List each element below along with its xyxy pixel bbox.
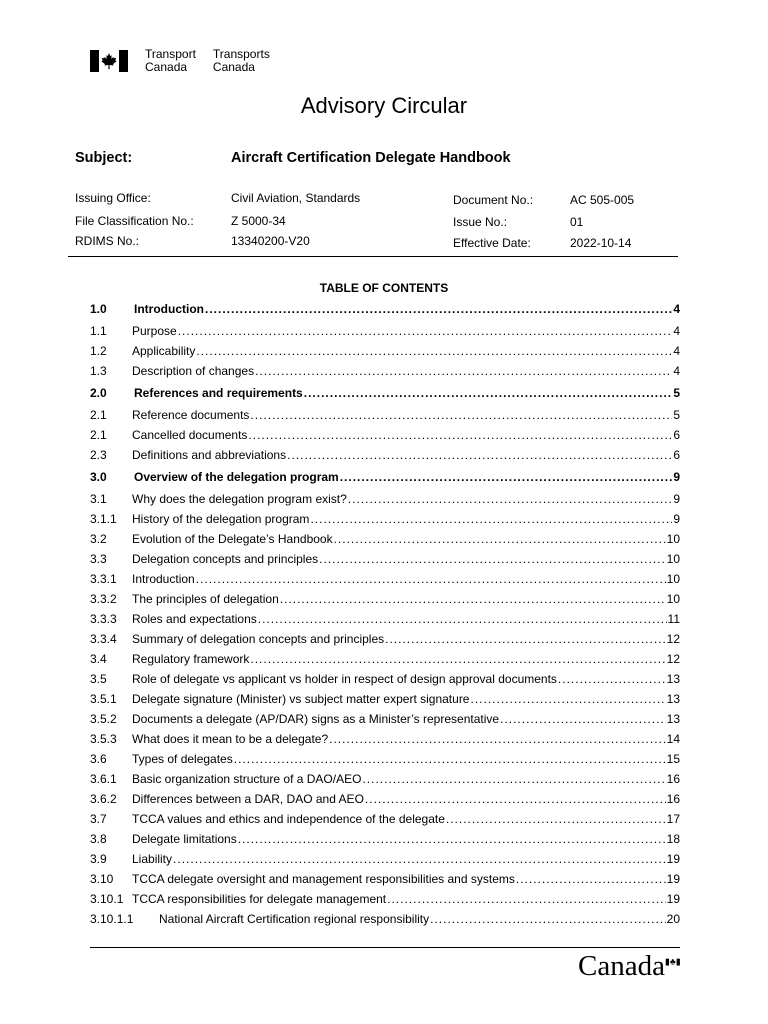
toc-entry-number: 1.2 <box>90 344 107 358</box>
department-name-en: Transport Canada <box>145 47 196 74</box>
toc-entry-title: History of the delegation program <box>132 512 310 526</box>
toc-entry-number: 1.0 <box>90 302 107 316</box>
department-name-fr: Transports Canada <box>212 47 270 74</box>
toc-entry-number: 2.3 <box>90 448 107 462</box>
toc-entry-number: 3.8 <box>90 832 107 846</box>
toc-leader-dots <box>250 652 665 666</box>
toc-entry-number: 3.5.3 <box>90 732 117 746</box>
toc-entry-number: 3.3.3 <box>90 612 117 626</box>
toc-leader-dots <box>178 324 673 338</box>
toc-entry-title: Basic organization structure of a DAO/AEO <box>132 772 362 786</box>
toc-entry[interactable] <box>90 532 680 546</box>
toc-entry-number: 2.1 <box>90 408 107 422</box>
toc-entry-number: 3.10.1.1 <box>90 912 134 926</box>
toc-entry-page: 19 <box>666 872 680 886</box>
toc-entry-title: Differences between a DAR, DAO and AEO <box>132 792 364 806</box>
toc-entry-page: 5 <box>673 408 680 422</box>
toc-entry-title: Evolution of the Delegate’s Handbook <box>132 532 333 546</box>
toc-entry-number: 1.3 <box>90 364 107 378</box>
toc-entry-number: 3.10.1 <box>90 892 124 906</box>
toc-entry-page: 13 <box>666 692 680 706</box>
toc-entry-title: Roles and expectations <box>132 612 257 626</box>
toc-leader-dots <box>430 912 666 926</box>
toc-entry-page: 12 <box>666 632 680 646</box>
toc-entry-number: 3.0 <box>90 470 107 484</box>
toc-entry-page: 17 <box>666 812 680 826</box>
toc-entry-title: Cancelled documents <box>132 428 248 442</box>
toc-entry-title: Applicability <box>132 344 196 358</box>
toc-entry-title: Overview of the delegation program <box>134 470 339 484</box>
toc-entry-title: What does it mean to be a delegate? <box>132 732 329 746</box>
toc-entry-number: 3.2 <box>90 532 107 546</box>
toc-leader-dots <box>334 532 666 546</box>
toc-leader-dots <box>329 732 666 746</box>
issue-no-label: Issue No.: <box>453 215 508 229</box>
file-classification-value: Z 5000-34 <box>231 214 286 228</box>
toc-entry-title: Regulatory framework <box>132 652 250 666</box>
toc-entry-number: 3.6.1 <box>90 772 117 786</box>
toc-entry-page: 4 <box>673 344 680 358</box>
toc-entry-title: Introduction <box>134 302 204 316</box>
toc-leader-dots <box>250 408 672 422</box>
toc-entry[interactable] <box>90 872 680 886</box>
toc-leader-dots <box>310 512 672 526</box>
toc-entry-page: 10 <box>666 532 680 546</box>
toc-entry-title: TCCA responsibilities for delegate management <box>132 892 387 906</box>
toc-entry[interactable] <box>90 772 680 786</box>
toc-entry[interactable] <box>90 852 680 866</box>
toc-entry-number: 3.3 <box>90 552 107 566</box>
toc-leader-dots <box>365 792 666 806</box>
toc-entry-title: National Aircraft Certification regional responsibility <box>159 912 430 926</box>
toc-entry-title: Why does the delegation program exist? <box>132 492 347 506</box>
toc-entry-title: The principles of delegation <box>132 592 279 606</box>
toc-entry-number: 3.1 <box>90 492 107 506</box>
toc-entry-number: 3.6 <box>90 752 107 766</box>
toc-entry-page: 10 <box>666 592 680 606</box>
toc-entry-title: Role of delegate vs applicant vs holder in respect of design approval documents <box>132 672 557 686</box>
toc-entry-number: 3.9 <box>90 852 107 866</box>
toc-entry[interactable] <box>90 572 680 586</box>
toc-entry[interactable] <box>90 752 680 766</box>
toc-entry-page: 9 <box>673 470 680 484</box>
toc-entry[interactable] <box>90 552 680 566</box>
toc-leader-dots <box>255 364 672 378</box>
subject-value: Aircraft Certification Delegate Handbook <box>231 150 511 166</box>
toc-entry[interactable] <box>90 712 680 726</box>
toc-entry-title: TCCA values and ethics and independence of the delegate <box>132 812 445 826</box>
subject-label: Subject: <box>75 150 133 166</box>
toc-entry-number: 3.7 <box>90 812 107 826</box>
effective-date-label: Effective Date: <box>453 236 531 250</box>
toc-entry[interactable] <box>90 812 680 826</box>
toc-entry-title: Delegation concepts and principles <box>132 552 319 566</box>
toc-entry-title: Description of changes <box>132 364 255 378</box>
toc-entry-title: Reference documents <box>132 408 250 422</box>
toc-entry-page: 10 <box>666 572 680 586</box>
toc-leader-dots <box>196 572 666 586</box>
issue-no-value: 01 <box>570 215 584 229</box>
toc-entry[interactable] <box>90 792 680 806</box>
toc-entry-number: 3.5 <box>90 672 107 686</box>
toc-entry-title: TCCA delegate oversight and management responsibilities and systems <box>132 872 515 886</box>
toc-entry-number: 1.1 <box>90 324 107 338</box>
toc-entry-number: 3.3.1 <box>90 572 117 586</box>
toc-entry-page: 11 <box>667 612 680 626</box>
toc-entry[interactable] <box>90 408 680 422</box>
toc-entry-page: 10 <box>666 552 680 566</box>
wordmark-flag-icon: ▮♣▮ <box>664 956 681 967</box>
toc-leader-dots <box>196 344 672 358</box>
document-no-label: Document No.: <box>453 193 534 207</box>
toc-entry[interactable] <box>90 672 680 686</box>
toc-entry[interactable] <box>90 832 680 846</box>
toc-leader-dots <box>319 552 666 566</box>
toc-entry-page: 16 <box>666 772 680 786</box>
toc-leader-dots <box>516 872 666 886</box>
header-divider <box>68 256 678 257</box>
toc-entry-number: 3.6.2 <box>90 792 117 806</box>
canada-wordmark: Canada▮♣▮ <box>578 950 681 982</box>
toc-entry-title: Purpose <box>132 324 177 338</box>
toc-entry-page: 19 <box>666 852 680 866</box>
toc-entry-title: References and requirements <box>134 386 303 400</box>
toc-entry[interactable] <box>90 428 680 442</box>
transport-canada-logo <box>90 48 270 74</box>
toc-entry-title: Documents a delegate (AP/DAR) signs as a Minister’s representative <box>132 712 500 726</box>
toc-entry-number: 3.3.2 <box>90 592 117 606</box>
toc-entry[interactable] <box>90 512 680 526</box>
toc-entry-page: 9 <box>673 512 680 526</box>
toc-leader-dots <box>258 612 667 626</box>
toc-entry-page: 20 <box>666 912 680 926</box>
toc-entry-title: Delegate signature (Minister) vs subject matter expert signature <box>132 692 470 706</box>
toc-entry-number: 3.1.1 <box>90 512 117 526</box>
toc-entry-page: 12 <box>666 652 680 666</box>
file-classification-label: File Classification No.: <box>75 214 194 228</box>
toc-leader-dots <box>304 386 673 400</box>
issuing-office-value: Civil Aviation, Standards <box>231 191 361 205</box>
toc-entry[interactable] <box>90 344 680 358</box>
toc-entry-page: 5 <box>673 386 680 400</box>
toc-leader-dots <box>287 448 672 462</box>
toc-entry-title: Liability <box>132 852 173 866</box>
toc-entry-page: 15 <box>666 752 680 766</box>
toc-entry[interactable] <box>90 692 680 706</box>
toc-entry-number: 3.10 <box>90 872 114 886</box>
rdims-label: RDIMS No.: <box>75 234 140 248</box>
toc-entry[interactable] <box>90 592 680 606</box>
toc-leader-dots <box>558 672 666 686</box>
toc-leader-dots <box>387 892 666 906</box>
toc-entry-number: 2.1 <box>90 428 107 442</box>
toc-leader-dots <box>238 832 666 846</box>
toc-entry-title: Types of delegates <box>132 752 233 766</box>
toc-entry-page: 14 <box>666 732 680 746</box>
rdims-value: 13340200-V20 <box>231 234 310 248</box>
effective-date-value: 2022-10-14 <box>570 236 632 250</box>
toc-entry-title: Summary of delegation concepts and principles <box>132 632 385 646</box>
toc-entry[interactable] <box>90 612 680 626</box>
toc-entry-title: Definitions and abbreviations <box>132 448 287 462</box>
toc-leader-dots <box>348 492 673 506</box>
toc-entry[interactable] <box>90 302 680 316</box>
toc-entry-page: 6 <box>673 428 680 442</box>
toc-entry-number: 3.4 <box>90 652 107 666</box>
toc-entry-page: 4 <box>673 364 680 378</box>
page-title: Advisory Circular <box>300 93 468 118</box>
toc-entry-title: Delegate limitations <box>132 832 237 846</box>
toc-entry-page: 4 <box>673 302 680 316</box>
toc-heading: TABLE OF CONTENTS <box>319 281 449 295</box>
toc-leader-dots <box>234 752 666 766</box>
toc-leader-dots <box>446 812 666 826</box>
toc-entry[interactable] <box>90 470 680 484</box>
toc-entry[interactable] <box>90 364 680 378</box>
toc-entry[interactable] <box>90 324 680 338</box>
toc-entry-number: 3.5.1 <box>90 692 117 706</box>
toc-entry[interactable] <box>90 732 680 746</box>
toc-entry[interactable] <box>90 386 680 400</box>
toc-entry-page: 18 <box>666 832 680 846</box>
toc-entry[interactable] <box>90 448 680 462</box>
toc-leader-dots <box>470 692 665 706</box>
toc-entry-number: 2.0 <box>90 386 107 400</box>
toc-entry-page: 4 <box>673 324 680 338</box>
toc-leader-dots <box>248 428 672 442</box>
canada-flag-icon <box>90 50 128 72</box>
issuing-office-label: Issuing Office: <box>75 191 151 205</box>
toc-entry-page: 13 <box>666 712 680 726</box>
toc-leader-dots <box>500 712 666 726</box>
toc-entry-number: 3.3.4 <box>90 632 117 646</box>
toc-leader-dots <box>340 470 673 484</box>
toc-entry[interactable] <box>90 652 680 666</box>
toc-entry[interactable] <box>90 912 680 926</box>
toc-leader-dots <box>362 772 665 786</box>
toc-entry[interactable] <box>90 892 680 906</box>
toc-entry[interactable] <box>90 492 680 506</box>
toc-entry-page: 16 <box>666 792 680 806</box>
toc-leader-dots <box>385 632 666 646</box>
toc-entry-page: 6 <box>673 448 680 462</box>
toc-entry-title: Introduction <box>132 572 195 586</box>
toc-entry-page: 19 <box>666 892 680 906</box>
footer-divider <box>90 947 680 948</box>
toc-entry-page: 13 <box>666 672 680 686</box>
document-no-value: AC 505-005 <box>570 193 635 207</box>
toc-leader-dots <box>280 592 666 606</box>
toc-entry-page: 9 <box>673 492 680 506</box>
toc-leader-dots <box>205 302 672 316</box>
toc-entry-number: 3.5.2 <box>90 712 117 726</box>
toc-entry[interactable] <box>90 632 680 646</box>
toc-leader-dots <box>173 852 666 866</box>
